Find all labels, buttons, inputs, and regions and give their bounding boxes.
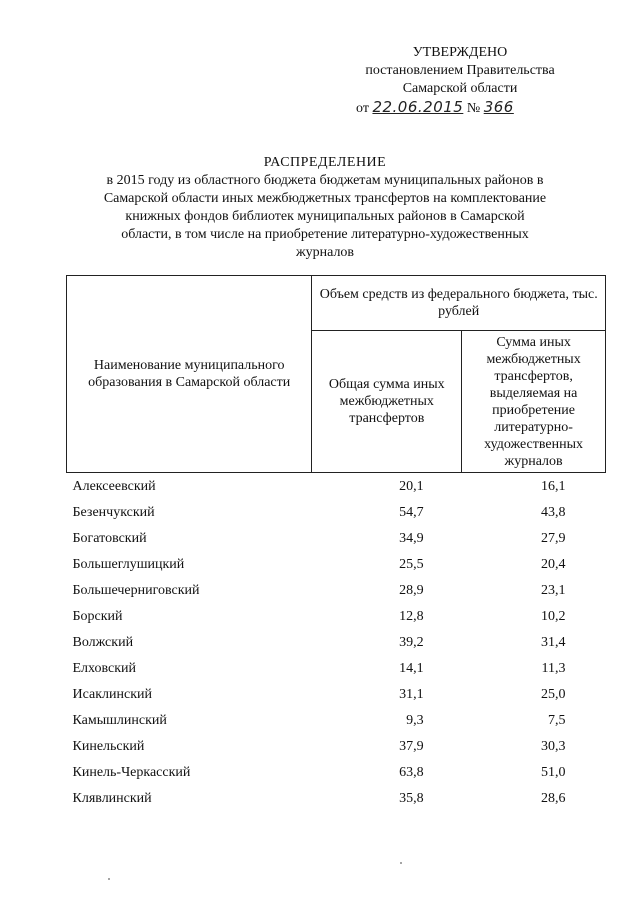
row-total: 20,1 xyxy=(399,478,424,494)
row-total: 34,9 xyxy=(399,530,424,546)
table-row xyxy=(67,551,606,577)
row-total: 28,9 xyxy=(399,582,424,598)
row-journals: 25,0 xyxy=(541,686,566,702)
handwritten-number: 366 xyxy=(483,98,514,116)
row-name: Исаклинский xyxy=(72,686,152,702)
scan-speck xyxy=(400,862,402,864)
row-total: 35,8 xyxy=(399,790,424,806)
row-name: Кинельский xyxy=(72,738,145,754)
title-line5: журналов xyxy=(295,245,355,260)
header-municipality: Наименование муниципального образования в Самарской области xyxy=(67,276,312,473)
row-journals: 30,3 xyxy=(541,738,566,754)
number-prefix: № xyxy=(466,101,481,116)
row-total: 12,8 xyxy=(399,608,424,624)
row-total: 14,1 xyxy=(399,660,424,676)
header-federal-funds: Объем средств из федерального бюджета, тыс. рублей xyxy=(312,276,606,331)
row-total: 39,2 xyxy=(399,634,424,650)
row-name: Большеглушицкий xyxy=(72,556,185,572)
row-total: 63,8 xyxy=(399,764,424,780)
approval-line1: постановлением Правительства xyxy=(365,63,555,78)
table-row xyxy=(67,759,606,785)
title-heading: РАСПРЕДЕЛЕНИЕ xyxy=(263,155,387,170)
approval-stamp xyxy=(340,44,580,118)
row-name: Кинель-Черкасский xyxy=(72,764,191,780)
row-total: 9,3 xyxy=(406,712,424,728)
handwritten-date: 22.06.2015 xyxy=(372,98,464,116)
table-row xyxy=(67,499,606,525)
date-prefix: от xyxy=(356,101,369,116)
distribution-table xyxy=(66,275,606,811)
row-name: Борский xyxy=(72,608,123,624)
table-row xyxy=(67,733,606,759)
row-journals: 7,5 xyxy=(548,712,566,728)
row-name: Алексеевский xyxy=(72,478,156,494)
row-name: Елховский xyxy=(72,660,137,676)
table-row xyxy=(67,785,606,811)
row-total: 37,9 xyxy=(399,738,424,754)
header-total-transfers: Общая сумма иных межбюджетных трансфертов xyxy=(312,331,462,473)
row-journals: 27,9 xyxy=(541,530,566,546)
row-journals: 51,0 xyxy=(541,764,566,780)
scan-speck xyxy=(108,878,110,880)
title-line1: в 2015 году из областного бюджета бюджетам муниципальных районов в xyxy=(106,173,544,188)
row-journals: 28,6 xyxy=(541,790,566,806)
row-name: Безенчукский xyxy=(72,504,155,520)
approval-line2: Самарской области xyxy=(402,81,518,96)
header-journal-transfers: Сумма иных межбюджетных трансфертов, выделяемая на приобретение литературно-художественных журналов xyxy=(462,331,606,473)
table-row xyxy=(67,681,606,707)
table-row xyxy=(67,655,606,681)
row-total: 25,5 xyxy=(399,556,424,572)
title-line2: Самарской области иных межбюджетных трансфертов на комплектование xyxy=(103,191,547,206)
row-name: Камышлинский xyxy=(72,712,167,728)
row-journals: 16,1 xyxy=(541,478,566,494)
approval-date-line xyxy=(356,98,580,118)
row-journals: 43,8 xyxy=(541,504,566,520)
approval-status: УТВЕРЖДЕНО xyxy=(412,45,508,60)
row-name: Большечерниговский xyxy=(72,582,200,598)
row-total: 31,1 xyxy=(399,686,424,702)
table-row xyxy=(67,473,606,500)
row-name: Богатовский xyxy=(72,530,147,546)
row-name: Волжский xyxy=(72,634,134,650)
row-journals: 23,1 xyxy=(541,582,566,598)
table-row xyxy=(67,707,606,733)
document-title xyxy=(70,154,580,262)
title-line4: области, в том числе на приобретение литературно-художественных xyxy=(121,227,529,242)
row-journals: 20,4 xyxy=(541,556,566,572)
table-row xyxy=(67,577,606,603)
table-row xyxy=(67,525,606,551)
row-total: 54,7 xyxy=(399,504,424,520)
row-journals: 31,4 xyxy=(541,634,566,650)
table-row xyxy=(67,603,606,629)
title-line3: книжных фондов библиотек муниципальных районов в Самарской xyxy=(125,209,525,224)
row-name: Клявлинский xyxy=(72,790,152,806)
row-journals: 10,2 xyxy=(541,608,566,624)
row-journals: 11,3 xyxy=(541,660,566,676)
table-row xyxy=(67,629,606,655)
